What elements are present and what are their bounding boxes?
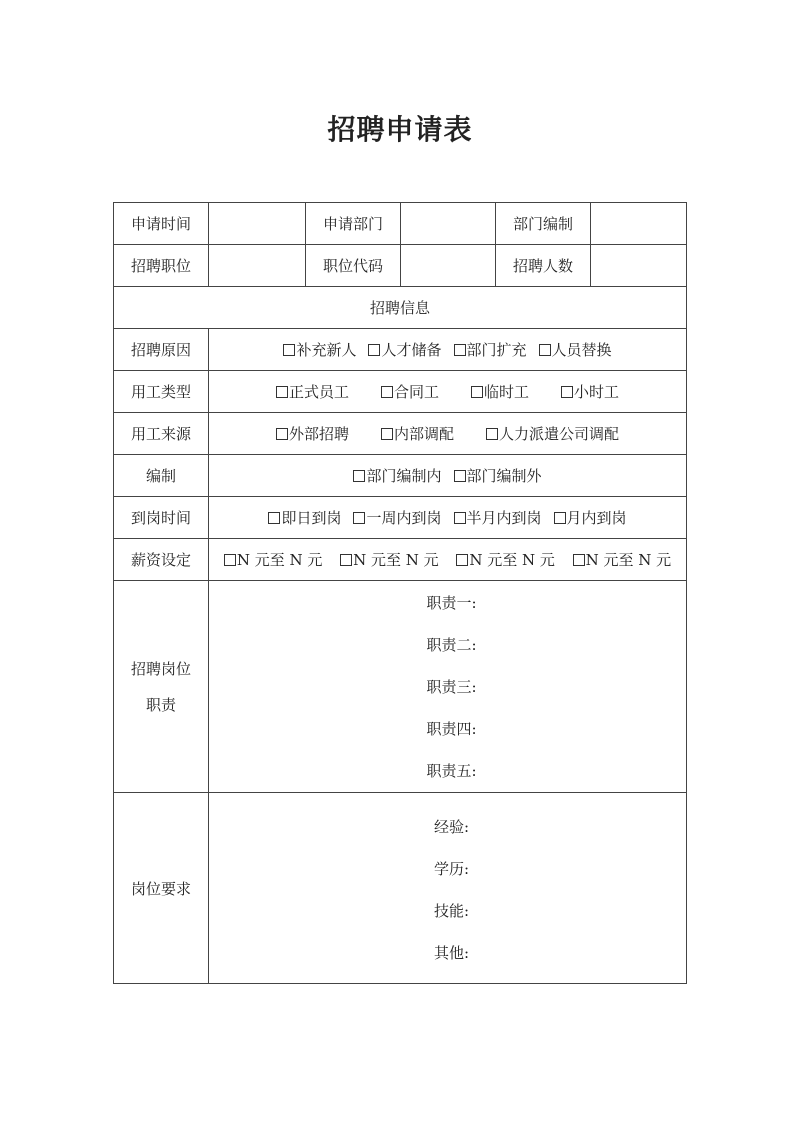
reason-option[interactable]: 人员替换: [539, 339, 612, 360]
checkbox-icon: [381, 386, 393, 398]
checkbox-icon: [554, 512, 566, 524]
requirement-line: 技能:: [433, 902, 470, 920]
application-form-table: [113, 202, 687, 984]
requirements-row: [114, 793, 687, 984]
label-duties-line2: 职责: [145, 695, 176, 714]
reason-row: [114, 329, 687, 371]
checkbox-icon: [283, 344, 295, 356]
checkbox-icon: [454, 512, 466, 524]
checkbox-icon: [471, 386, 483, 398]
label-dept-quota: 部门编制: [496, 203, 591, 245]
label-employment-type: 用工类型: [114, 371, 209, 413]
label-headcount: 招聘人数: [496, 245, 591, 287]
field-apply-dept[interactable]: [401, 203, 496, 245]
label-position: 招聘职位: [114, 245, 209, 287]
duty-line: 职责二:: [426, 636, 477, 654]
source-option[interactable]: 内部调配: [381, 423, 454, 444]
reason-option[interactable]: 人才储备: [368, 339, 441, 360]
section-header-row: [114, 287, 687, 329]
field-position[interactable]: [209, 245, 306, 287]
employment-type-option[interactable]: 合同工: [381, 381, 439, 402]
duty-line: 职责一:: [426, 594, 477, 612]
quota-option[interactable]: 部门编制外: [454, 465, 542, 486]
label-arrival: 到岗时间: [114, 497, 209, 539]
arrival-options: [209, 507, 686, 528]
label-apply-dept: 申请部门: [306, 203, 401, 245]
checkbox-icon: [381, 428, 393, 440]
field-headcount[interactable]: [591, 245, 687, 287]
employment-type-row: [114, 371, 687, 413]
reason-option[interactable]: 部门扩充: [454, 339, 527, 360]
arrival-option[interactable]: 半月内到岗: [454, 507, 542, 528]
label-source: 用工来源: [114, 413, 209, 455]
duty-line: 职责三:: [426, 678, 477, 696]
checkbox-icon: [340, 554, 352, 566]
checkbox-icon: [276, 428, 288, 440]
field-apply-time[interactable]: [209, 203, 306, 245]
employment-type-option[interactable]: 正式员工: [276, 381, 349, 402]
label-duties-line1: 招聘岗位: [130, 659, 191, 678]
salary-options: [209, 549, 686, 570]
employment-type-option[interactable]: 临时工: [471, 381, 529, 402]
salary-option[interactable]: N 元至 N 元: [340, 549, 439, 570]
arrival-option[interactable]: 即日到岗: [268, 507, 341, 528]
arrival-option[interactable]: 月内到岗: [554, 507, 627, 528]
checkbox-icon: [276, 386, 288, 398]
checkbox-icon: [368, 344, 380, 356]
checkbox-icon: [539, 344, 551, 356]
checkbox-icon: [454, 470, 466, 482]
reason-options: [209, 339, 686, 360]
requirement-line: 学历:: [433, 860, 470, 878]
field-dept-quota[interactable]: [591, 203, 687, 245]
arrival-row: [114, 497, 687, 539]
quota-options: [209, 465, 686, 486]
page-title: 招聘申请表: [327, 113, 473, 146]
checkbox-icon: [353, 512, 365, 524]
duties-row: [114, 581, 687, 793]
label-reason: 招聘原因: [114, 329, 209, 371]
quota-option[interactable]: 部门编制内: [353, 465, 441, 486]
salary-option[interactable]: N 元至 N 元: [456, 549, 555, 570]
salary-option[interactable]: N 元至 N 元: [573, 549, 672, 570]
requirement-line: 其他:: [433, 944, 470, 962]
salary-option[interactable]: N 元至 N 元: [224, 549, 323, 570]
form-row-1: [114, 203, 687, 245]
checkbox-icon: [456, 554, 468, 566]
duty-line: 职责五:: [426, 762, 477, 780]
quota-row: [114, 455, 687, 497]
checkbox-icon: [268, 512, 280, 524]
label-apply-time: 申请时间: [114, 203, 209, 245]
section-header: 招聘信息: [114, 287, 687, 329]
form-row-2: [114, 245, 687, 287]
requirements-field[interactable]: [209, 793, 687, 984]
label-quota: 编制: [114, 455, 209, 497]
checkbox-icon: [486, 428, 498, 440]
checkbox-icon: [353, 470, 365, 482]
requirement-line: 经验:: [433, 818, 470, 836]
salary-row: [114, 539, 687, 581]
source-row: [114, 413, 687, 455]
reason-option[interactable]: 补充新人: [283, 339, 356, 360]
label-position-code: 职位代码: [306, 245, 401, 287]
checkbox-icon: [224, 554, 236, 566]
duty-line: 职责四:: [426, 720, 477, 738]
field-position-code[interactable]: [401, 245, 496, 287]
employment-type-option[interactable]: 小时工: [561, 381, 619, 402]
arrival-option[interactable]: 一周内到岗: [353, 507, 441, 528]
employment-type-options: [209, 381, 686, 402]
source-option[interactable]: 外部招聘: [276, 423, 349, 444]
label-requirements: 岗位要求: [114, 793, 209, 984]
checkbox-icon: [454, 344, 466, 356]
label-salary: 薪资设定: [114, 539, 209, 581]
checkbox-icon: [561, 386, 573, 398]
checkbox-icon: [573, 554, 585, 566]
source-option[interactable]: 人力派遣公司调配: [486, 423, 619, 444]
duties-field[interactable]: [209, 581, 687, 793]
source-options: [209, 423, 686, 444]
